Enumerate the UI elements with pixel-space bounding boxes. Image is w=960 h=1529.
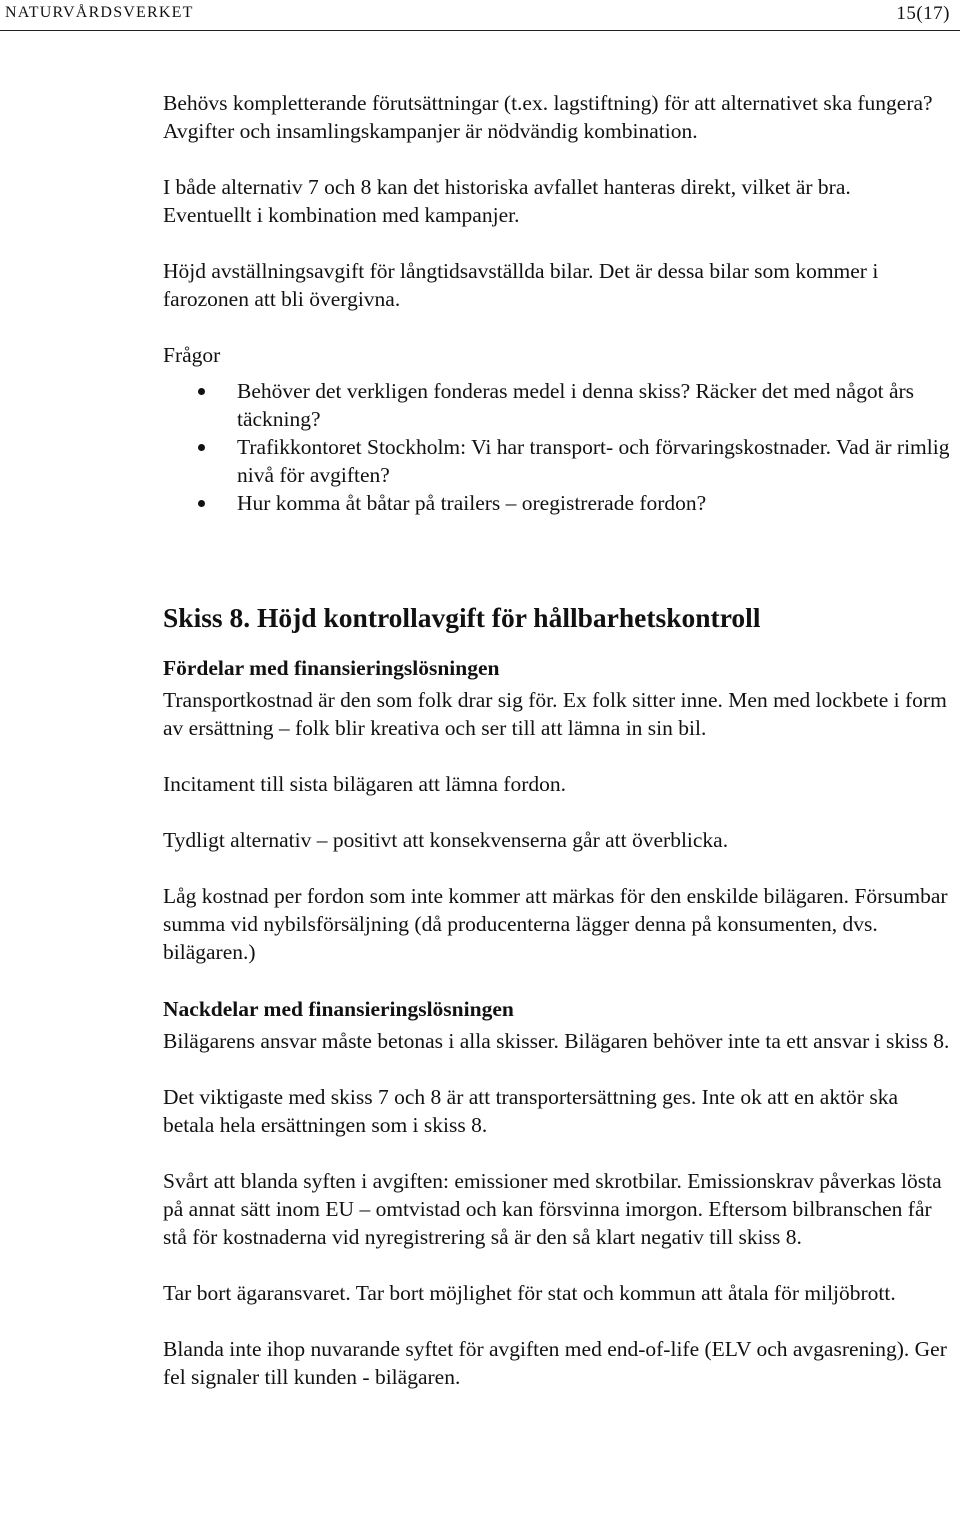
intro-line-2: Avgifter och insamlingskampanjer är nödvändig kombination. <box>163 119 698 143</box>
list-item-text: Behöver det verkligen fonderas medel i denna skiss? Räcker det med något års täckning? <box>237 379 915 431</box>
page-number: 15(17) <box>896 3 950 24</box>
nackdelar-paragraph: Tar bort ägaransvaret. Tar bort möjlighet för stat och kommun att åtala för miljöbrott. <box>163 1281 896 1305</box>
list-item <box>237 377 953 433</box>
fragor-list <box>163 377 953 517</box>
fragor-heading: Frågor <box>163 343 221 367</box>
bullet-icon <box>198 444 205 451</box>
organization-name: NATURVÅRDSVERKET <box>5 4 194 21</box>
intro-line-1: Behövs kompletterande förutsättningar (t.ex. lagstiftning) för att alternativet ska fungera? <box>163 91 933 115</box>
nackdelar-heading: Nackdelar med finansieringslösningen <box>163 997 514 1021</box>
paragraph-alternativ-2: Eventuellt i kombination med kampanjer. <box>163 203 520 227</box>
nackdelar-paragraph: Blanda inte ihop nuvarande syftet för avgiften med end-of-life (ELV och avgasrening). Ger fel signaler till kunden - bilägaren. <box>163 1337 947 1389</box>
fordelar-paragraph: Transportkostnad är den som folk drar sig för. Ex folk sitter inne. Men med lockbete i form av ersättning – folk blir kreativa och ser till att lämna in sin bil. <box>163 688 947 740</box>
list-item-text: Trafikkontoret Stockholm: Vi har transport- och förvaringskostnader. Vad är rimlig nivå för avgiften? <box>237 435 950 487</box>
bullet-icon <box>198 500 205 507</box>
document-body <box>163 89 953 1391</box>
section-heading-skiss-8: Skiss 8. Höjd kontrollavgift för hållbarhetskontroll <box>163 602 761 633</box>
paragraph-alternativ: I både alternativ 7 och 8 kan det historiska avfallet hanteras direkt, vilket är bra. <box>163 175 851 199</box>
fordelar-paragraph: Tydligt alternativ – positivt att konsekvenserna går att överblicka. <box>163 828 729 852</box>
fordelar-heading: Fördelar med finansieringslösningen <box>163 656 500 680</box>
fordelar-paragraph: Låg kostnad per fordon som inte kommer att märkas för den enskilde bilägaren. Försumbar summa vid nybilsförsäljning (då producenterna lägger denna på konsumenten, dvs. bilägaren.) <box>163 884 948 964</box>
fordelar-paragraph: Incitament till sista bilägaren att lämna fordon. <box>163 772 566 796</box>
nackdelar-paragraph: Det viktigaste med skiss 7 och 8 är att transportersättning ges. Inte ok att en aktör ska betala hela ersättningen som i skiss 8. <box>163 1085 898 1137</box>
page-header <box>0 0 960 31</box>
nackdelar-paragraph: Svårt att blanda syften i avgiften: emissioner med skrotbilar. Emissionskrav påverkas lösta på annat sätt inom EU – omtvistad och kan försvinna imorgon. Eftersom bilbranschen får stå för kostnaderna vid nyregistrering så är den så klart negativ till skiss 8. <box>163 1169 942 1249</box>
bullet-icon <box>198 388 205 395</box>
paragraph-hojd-avgift: Höjd avställningsavgift för långtidsavställda bilar. Det är dessa bilar som kommer i farozonen att bli övergivna. <box>163 259 879 311</box>
list-item <box>237 433 953 489</box>
list-item-text: Hur komma åt båtar på trailers – oregistrerade fordon? <box>237 491 707 515</box>
nackdelar-paragraph: Bilägarens ansvar måste betonas i alla skisser. Bilägaren behöver inte ta ett ansvar i skiss 8. <box>163 1029 950 1053</box>
list-item <box>237 489 953 517</box>
